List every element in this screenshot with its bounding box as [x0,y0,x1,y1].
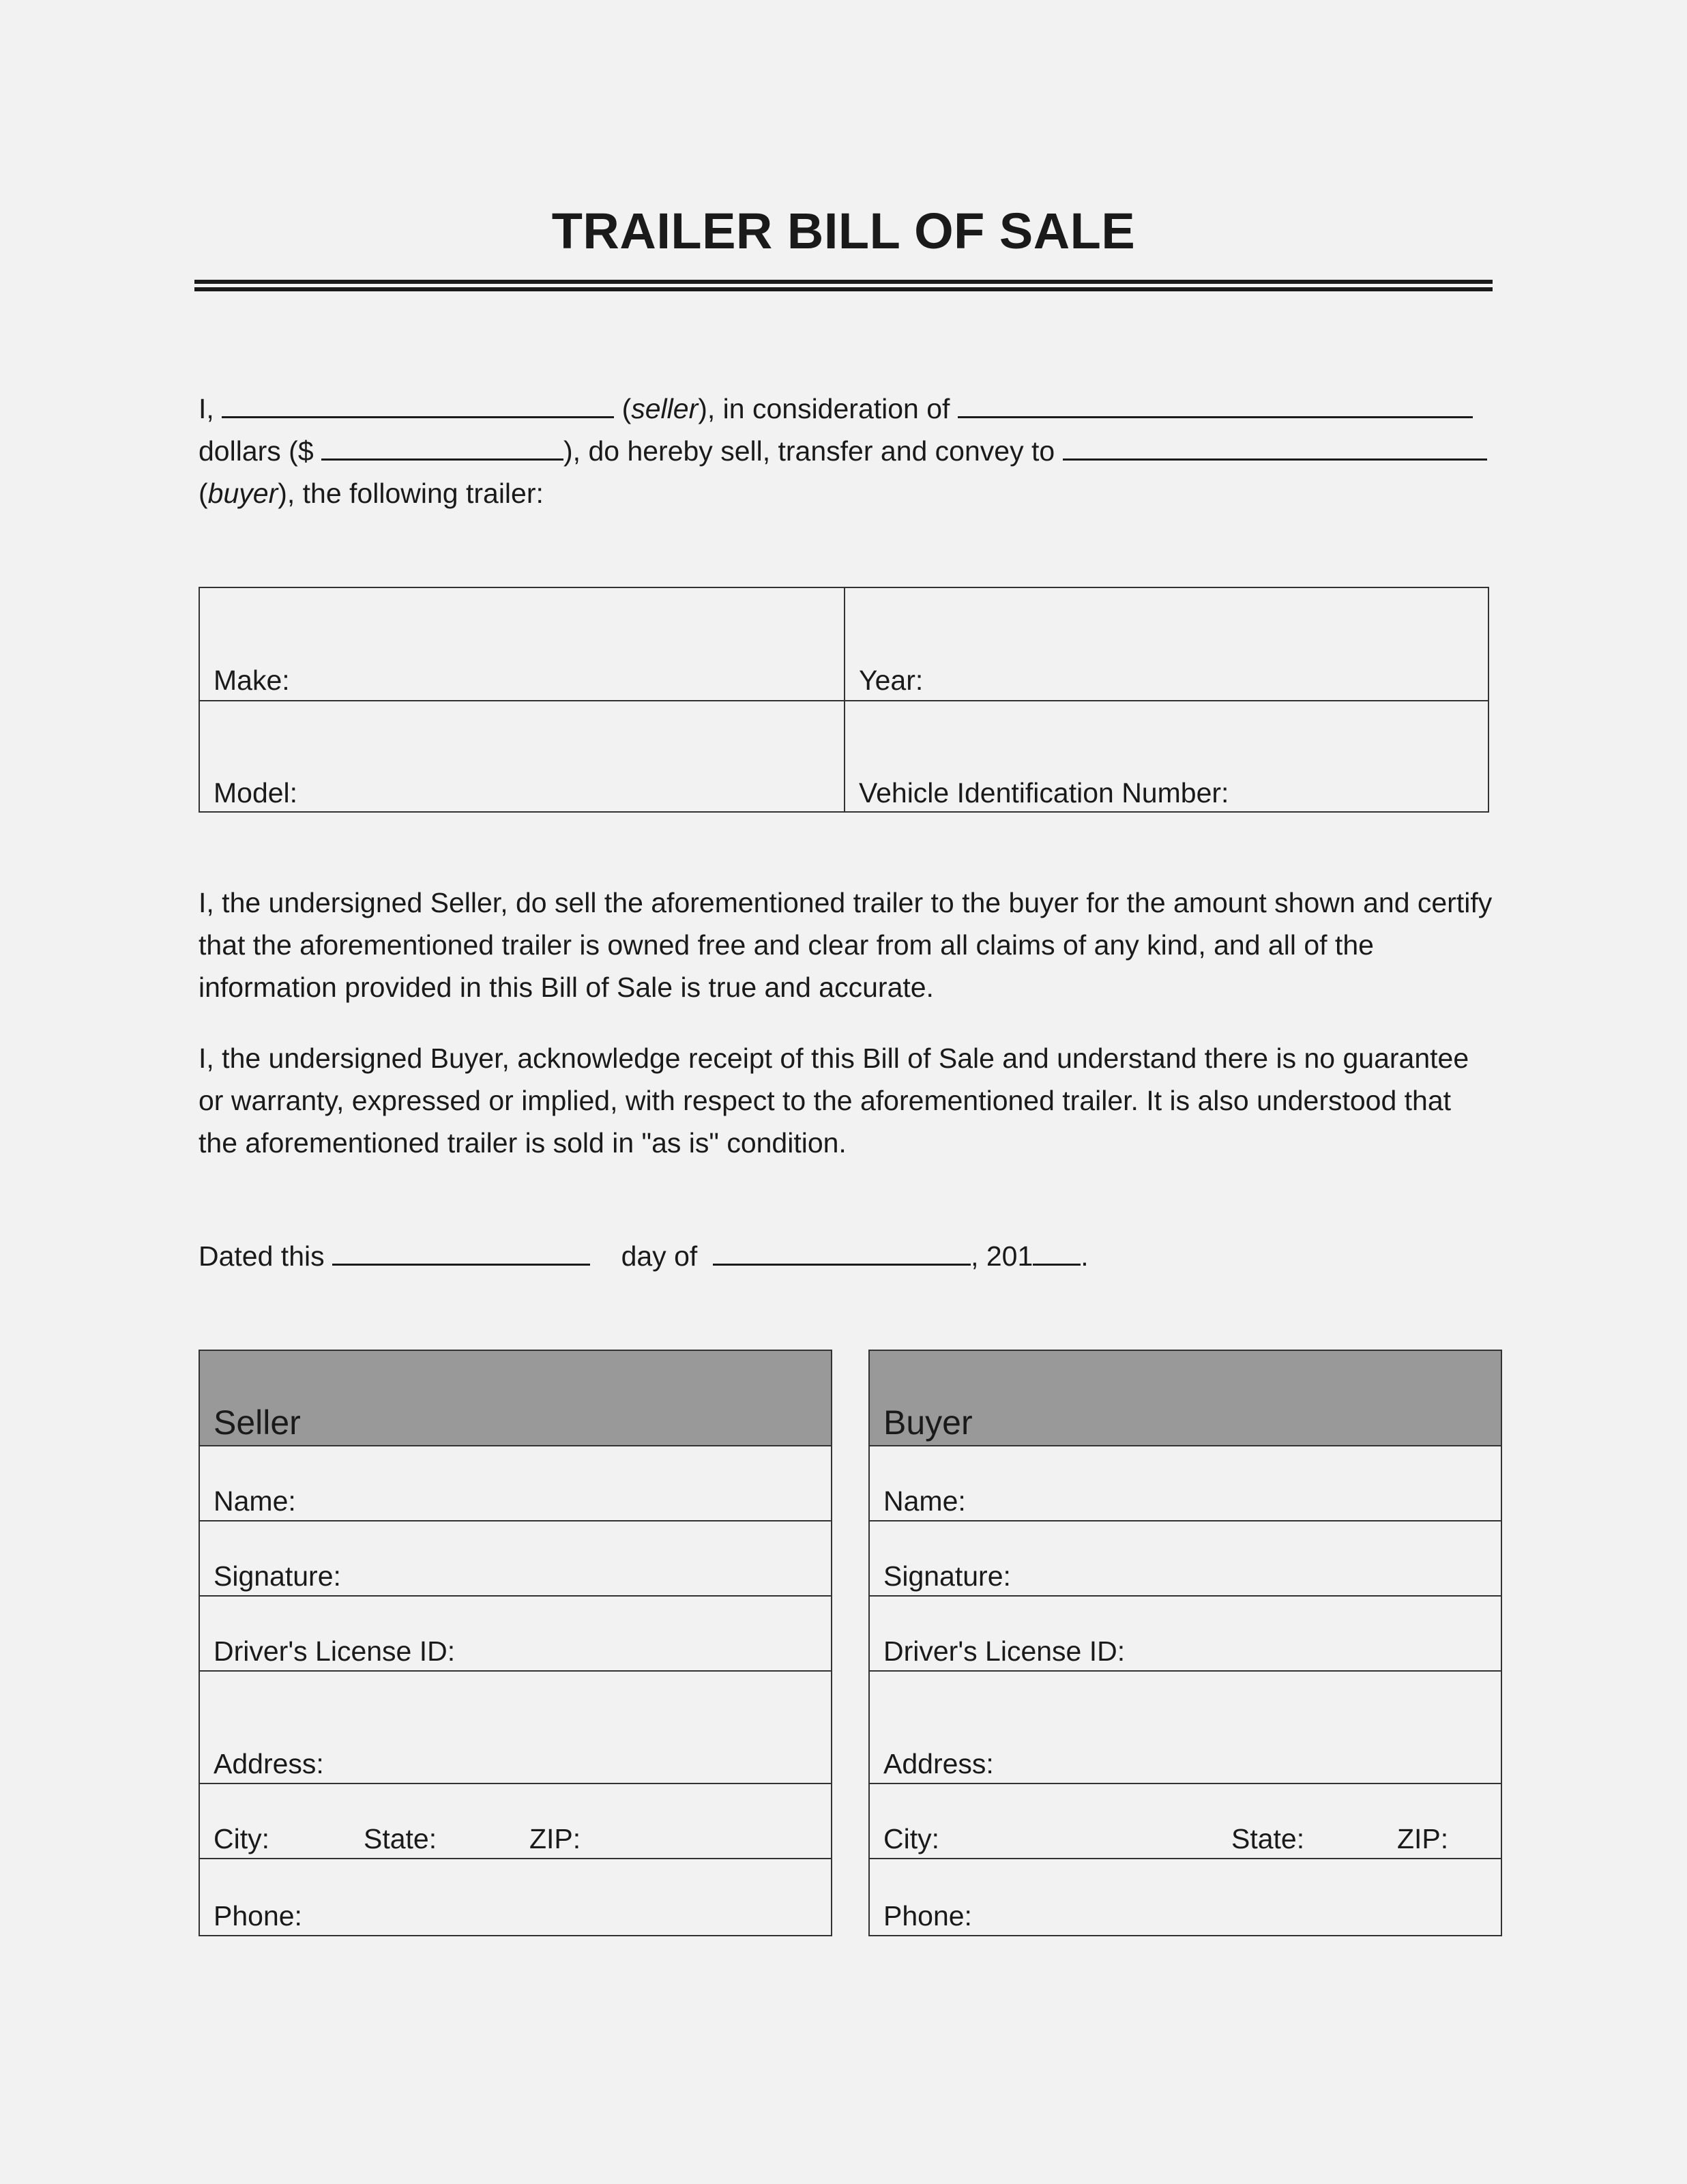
seller-zip-label: ZIP: [529,1823,581,1854]
following-trailer-text: ), the following trailer: [278,478,544,509]
intro-paragraph [199,388,1495,514]
seller-header [200,1351,831,1446]
dated-this-text: Dated this [199,1240,332,1272]
seller-open: ( [614,393,632,424]
day-of-text: day of [621,1240,705,1272]
seller-phone-row[interactable] [200,1859,831,1935]
trailer-details-table [199,587,1489,813]
title-rule-top [194,280,1493,284]
vin-field[interactable]: Vehicle Identification Number: [859,777,1229,809]
seller-block [199,1350,832,1936]
seller-heading: Seller [214,1403,301,1442]
seller-name-label: Name: [214,1485,296,1517]
intro-i: I, [199,393,214,424]
buyer-name-row[interactable] [870,1446,1501,1521]
buyer-city-label: City: [883,1823,939,1854]
year-prefix: , 201 [971,1240,1033,1272]
seller-word: seller [631,393,699,424]
buyer-signature-label: Signature: [883,1560,1011,1592]
buyer-phone-row[interactable] [870,1859,1501,1935]
title-rule-bottom [194,287,1493,291]
seller-license-row[interactable] [200,1597,831,1672]
year-blank[interactable] [1033,1236,1081,1266]
convey-text: ), do hereby sell, transfer and convey to [563,435,1063,467]
buyer-name-blank[interactable] [1063,431,1487,461]
seller-license-label: Driver's License ID: [214,1635,456,1667]
table-divider-horizontal [200,700,1488,701]
buyer-state-label: State: [1231,1823,1305,1854]
seller-phone-label: Phone: [214,1900,302,1932]
buyer-block [868,1350,1502,1936]
month-blank[interactable] [713,1236,971,1266]
buyer-address-row[interactable] [870,1672,1501,1784]
buyer-signature-row[interactable] [870,1521,1501,1597]
seller-city-label: City: [214,1823,269,1854]
buyer-zip-label: ZIP: [1397,1823,1449,1854]
document-title: TRAILER BILL OF SALE [551,203,1136,259]
make-field[interactable]: Make: [214,665,290,696]
seller-city-row[interactable] [200,1784,831,1859]
buyer-phone-label: Phone: [883,1900,972,1932]
seller-signature-row[interactable] [200,1521,831,1597]
buyer-open: ( [199,478,208,509]
year-field[interactable]: Year: [859,665,924,696]
consideration-text: ), in consideration of [698,393,958,424]
buyer-license-label: Driver's License ID: [883,1635,1126,1667]
buyer-name-label: Name: [883,1485,966,1517]
buyer-city-row[interactable] [870,1784,1501,1859]
seller-address-label: Address: [214,1748,324,1779]
buyer-header [870,1351,1501,1446]
buyer-heading: Buyer [883,1403,973,1442]
seller-state-label: State: [364,1823,437,1854]
seller-signature-label: Signature: [214,1560,341,1592]
seller-name-blank[interactable] [222,388,614,418]
amount-words-blank[interactable] [958,388,1473,418]
buyer-word: buyer [207,478,278,509]
buyer-acknowledgement: I, the undersigned Buyer, acknowledge receipt of this Bill of Sale and understand there is no guarantee or warranty, expressed or implied, with respect to the aforementioned trailer. It is also understood that the aforementioned trailer is sold in "as is" condition. [199,1043,1469,1159]
dollars-text: dollars ($ [199,435,322,467]
amount-number-blank[interactable] [321,431,563,461]
dated-period: . [1081,1240,1089,1272]
buyer-address-label: Address: [883,1748,994,1779]
seller-address-row[interactable] [200,1672,831,1784]
dated-line [199,1235,1495,1277]
seller-certification: I, the undersigned Seller, do sell the aforementioned trailer to the buyer for the amount shown and certify that the aforementioned trailer is owned free and clear from all claims of any kind, and all of the information provided in this Bill of Sale is true and accurate. [199,887,1493,1003]
buyer-license-row[interactable] [870,1597,1501,1672]
model-field[interactable]: Model: [214,777,298,809]
seller-name-row[interactable] [200,1446,831,1521]
day-blank[interactable] [332,1236,590,1266]
